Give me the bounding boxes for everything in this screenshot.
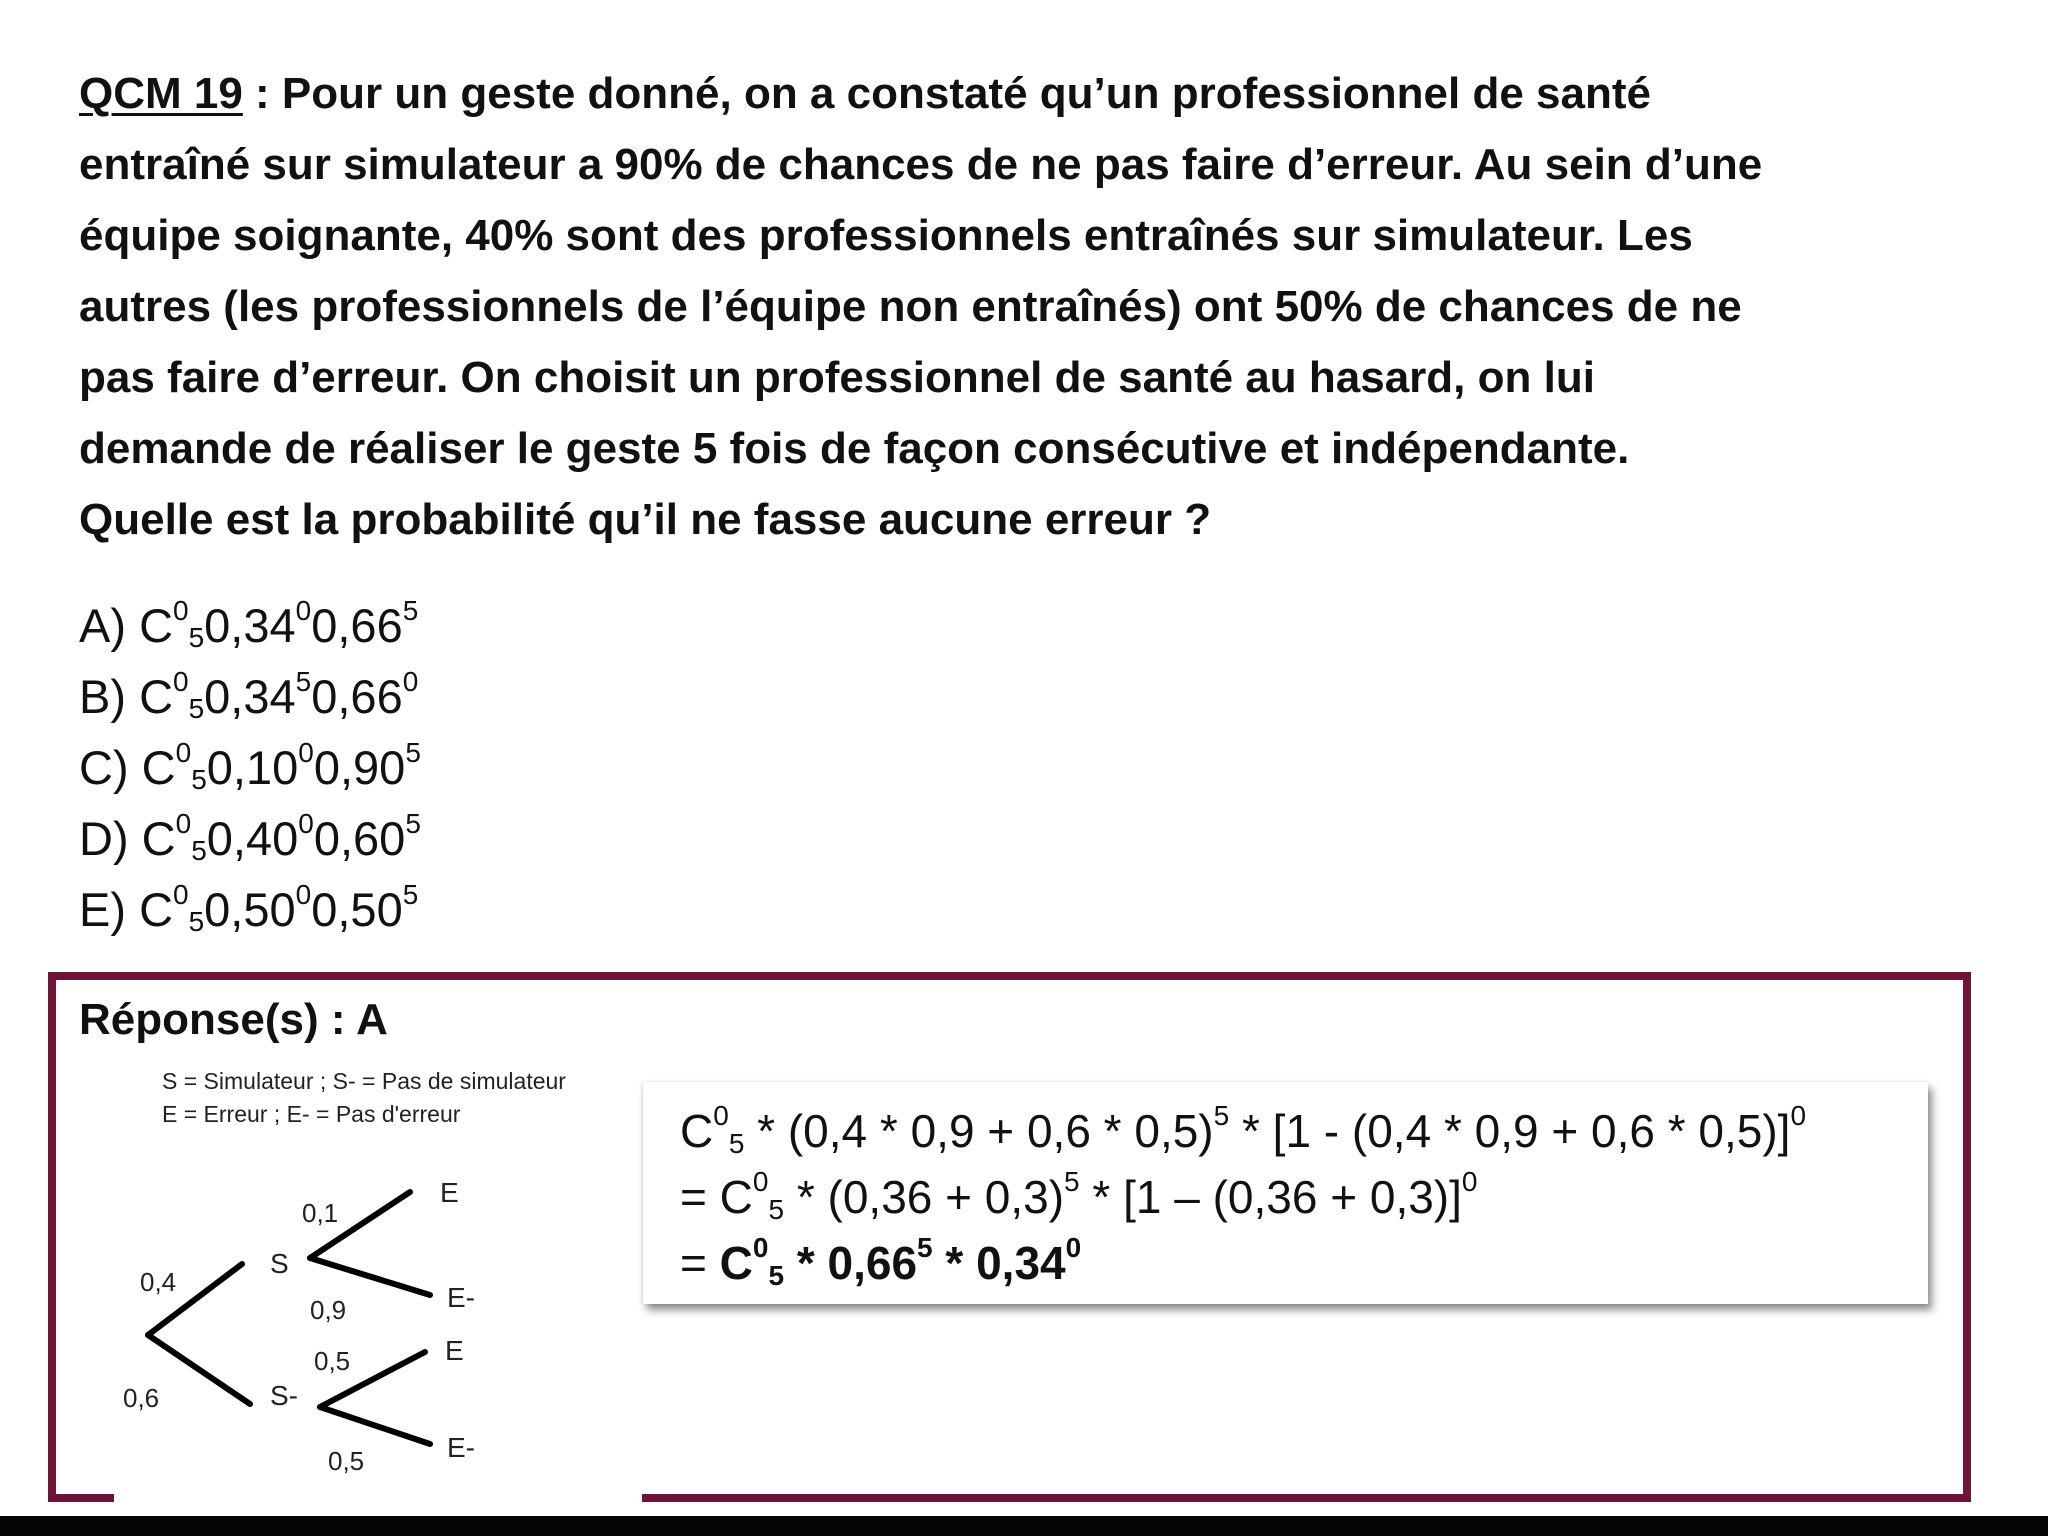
option-c[interactable] xyxy=(79,732,421,803)
option-c: C xyxy=(139,599,174,652)
option-p-exp: 0 xyxy=(295,595,312,626)
option-c-sub: 5 xyxy=(191,835,207,866)
calc-part1: * (0,4 * 0,9 + 0,6 * 0,5) xyxy=(744,1105,1214,1157)
calculation-text xyxy=(680,1098,1806,1296)
option-q: 0,60 xyxy=(313,812,406,865)
option-c: C xyxy=(141,741,176,794)
option-q: 0,50 xyxy=(311,883,403,936)
question-line-7: Quelle est la probabilité qu’il ne fasse aucune erreur ? xyxy=(79,495,1212,544)
calc-line-3 xyxy=(680,1230,1806,1296)
option-letter: B) xyxy=(79,670,140,723)
node-s: S xyxy=(270,1248,289,1279)
option-c: C xyxy=(141,812,176,865)
option-q-exp: 5 xyxy=(405,808,421,839)
option-p-exp: 0 xyxy=(295,879,312,910)
option-letter: C) xyxy=(79,741,142,794)
option-p-exp: 5 xyxy=(295,666,312,697)
calc-part2: * [1 - (0,4 * 0,9 + 0,6 * 0,5)] xyxy=(1229,1105,1791,1157)
calc-prefix: = xyxy=(680,1171,720,1223)
option-c-sub: 5 xyxy=(188,622,205,653)
answer-title: Réponse(s) : A xyxy=(79,995,388,1044)
option-letter: D) xyxy=(79,812,142,865)
node-sminus-eminus: E- xyxy=(447,1432,475,1463)
option-q: 0,66 xyxy=(311,599,403,652)
option-c-sub: 5 xyxy=(188,693,205,724)
option-c-sup: 0 xyxy=(173,666,189,697)
calc-exp2: 0 xyxy=(1065,1232,1082,1263)
branch-sminus-eminus xyxy=(320,1407,430,1444)
option-c: C xyxy=(139,883,174,936)
option-c-sup: 0 xyxy=(175,808,192,839)
option-c-sub: 5 xyxy=(191,764,207,795)
calc-exp2: 0 xyxy=(1461,1166,1478,1197)
option-p: 0,50 xyxy=(204,883,296,936)
calc-c-sub: 5 xyxy=(728,1128,745,1159)
calc-part1: * (0,36 + 0,3) xyxy=(784,1171,1065,1223)
node-s-e: E xyxy=(440,1177,459,1208)
option-c-sub: 5 xyxy=(188,906,205,937)
option-q-exp: 5 xyxy=(402,879,419,910)
calc-part2: * [1 – (0,36 + 0,3)] xyxy=(1079,1171,1462,1223)
calc-c-sup: 0 xyxy=(713,1100,729,1131)
tree-legend xyxy=(162,1068,566,1127)
option-q-exp: 5 xyxy=(402,595,419,626)
branch-root-sminus xyxy=(148,1335,250,1404)
question-line-6: demande de réaliser le geste 5 fois de façon consécutive et indépendante. xyxy=(79,424,1630,473)
calc-result xyxy=(719,1232,1082,1291)
question-line-2: entraîné sur simulateur a 90% de chances de ne pas faire d’erreur. Au sein d’une xyxy=(79,140,1763,189)
calc-c-sub: 5 xyxy=(768,1194,785,1225)
node-sminus-e: E xyxy=(445,1335,464,1366)
calc-line-2 xyxy=(680,1164,1806,1230)
option-q: 0,66 xyxy=(311,670,403,723)
prob-s-eminus: 0,9 xyxy=(310,1295,347,1325)
option-p: 0,34 xyxy=(204,599,296,652)
option-c-sup: 0 xyxy=(175,737,192,768)
option-c-sup: 0 xyxy=(173,879,189,910)
prob-s-e: 0,1 xyxy=(302,1198,339,1228)
legend-line-1: S = Simulateur ; S- = Pas de simulateur xyxy=(162,1068,566,1094)
calc-part1: * 0,66 xyxy=(784,1237,918,1289)
option-letter: A) xyxy=(79,599,140,652)
option-d[interactable] xyxy=(79,803,421,874)
question-line-3: équipe soignante, 40% sont des professionnels entraînés sur simulateur. Les xyxy=(79,211,1693,260)
answer-box-border-left-segment xyxy=(48,1494,114,1502)
question-text xyxy=(79,58,1979,555)
question-line-4: autres (les professionnels de l’équipe non entraînés) ont 50% de chances de ne xyxy=(79,282,1742,331)
branch-s-eminus xyxy=(310,1258,430,1295)
answer-options xyxy=(79,590,421,945)
prob-root-s: 0,4 xyxy=(140,1267,177,1297)
calc-c: C xyxy=(719,1171,753,1223)
option-c: C xyxy=(139,670,174,723)
option-e[interactable] xyxy=(79,874,421,945)
option-p: 0,10 xyxy=(206,741,299,794)
calc-c-sup: 0 xyxy=(752,1166,769,1197)
calc-exp2: 0 xyxy=(1790,1100,1807,1131)
probability-tree xyxy=(100,1060,640,1490)
question-line-5: pas faire d’erreur. On choisit un professionnel de santé au hasard, on lui xyxy=(79,353,1595,402)
question-line-1: : Pour un geste donné, on a constaté qu’un professionnel de santé xyxy=(242,69,1651,118)
question-label: QCM 19 xyxy=(79,69,243,118)
node-sminus: S- xyxy=(270,1380,298,1411)
prob-sminus-e: 0,5 xyxy=(314,1346,351,1376)
option-p-exp: 0 xyxy=(298,737,314,768)
prob-root-sminus: 0,6 xyxy=(123,1383,160,1413)
calc-line-1 xyxy=(680,1098,1806,1164)
node-s-eminus: E- xyxy=(447,1282,475,1313)
option-q-exp: 0 xyxy=(402,666,419,697)
prob-sminus-eminus: 0,5 xyxy=(328,1446,365,1476)
option-p: 0,34 xyxy=(204,670,296,723)
bottom-dark-bar xyxy=(0,1516,2048,1536)
calc-c: C xyxy=(680,1105,714,1157)
option-letter: E) xyxy=(79,883,140,936)
calc-exp1: 5 xyxy=(1064,1166,1080,1197)
calc-c-sup: 0 xyxy=(752,1232,769,1263)
option-b[interactable] xyxy=(79,661,421,732)
option-q-exp: 5 xyxy=(405,737,421,768)
calc-prefix: = xyxy=(680,1237,720,1289)
answer-box-border-right-segment xyxy=(642,1494,1971,1502)
legend-line-2: E = Erreur ; E- = Pas d'erreur xyxy=(162,1101,461,1127)
option-q: 0,90 xyxy=(313,741,406,794)
option-p: 0,40 xyxy=(206,812,299,865)
calc-c: C xyxy=(719,1237,753,1289)
calc-exp1: 5 xyxy=(917,1232,933,1263)
option-c-sup: 0 xyxy=(173,595,189,626)
calc-c-sub: 5 xyxy=(768,1260,785,1291)
calc-exp1: 5 xyxy=(1213,1100,1230,1131)
calc-part2: * 0,34 xyxy=(932,1237,1066,1289)
option-a[interactable] xyxy=(79,590,421,661)
option-p-exp: 0 xyxy=(298,808,314,839)
